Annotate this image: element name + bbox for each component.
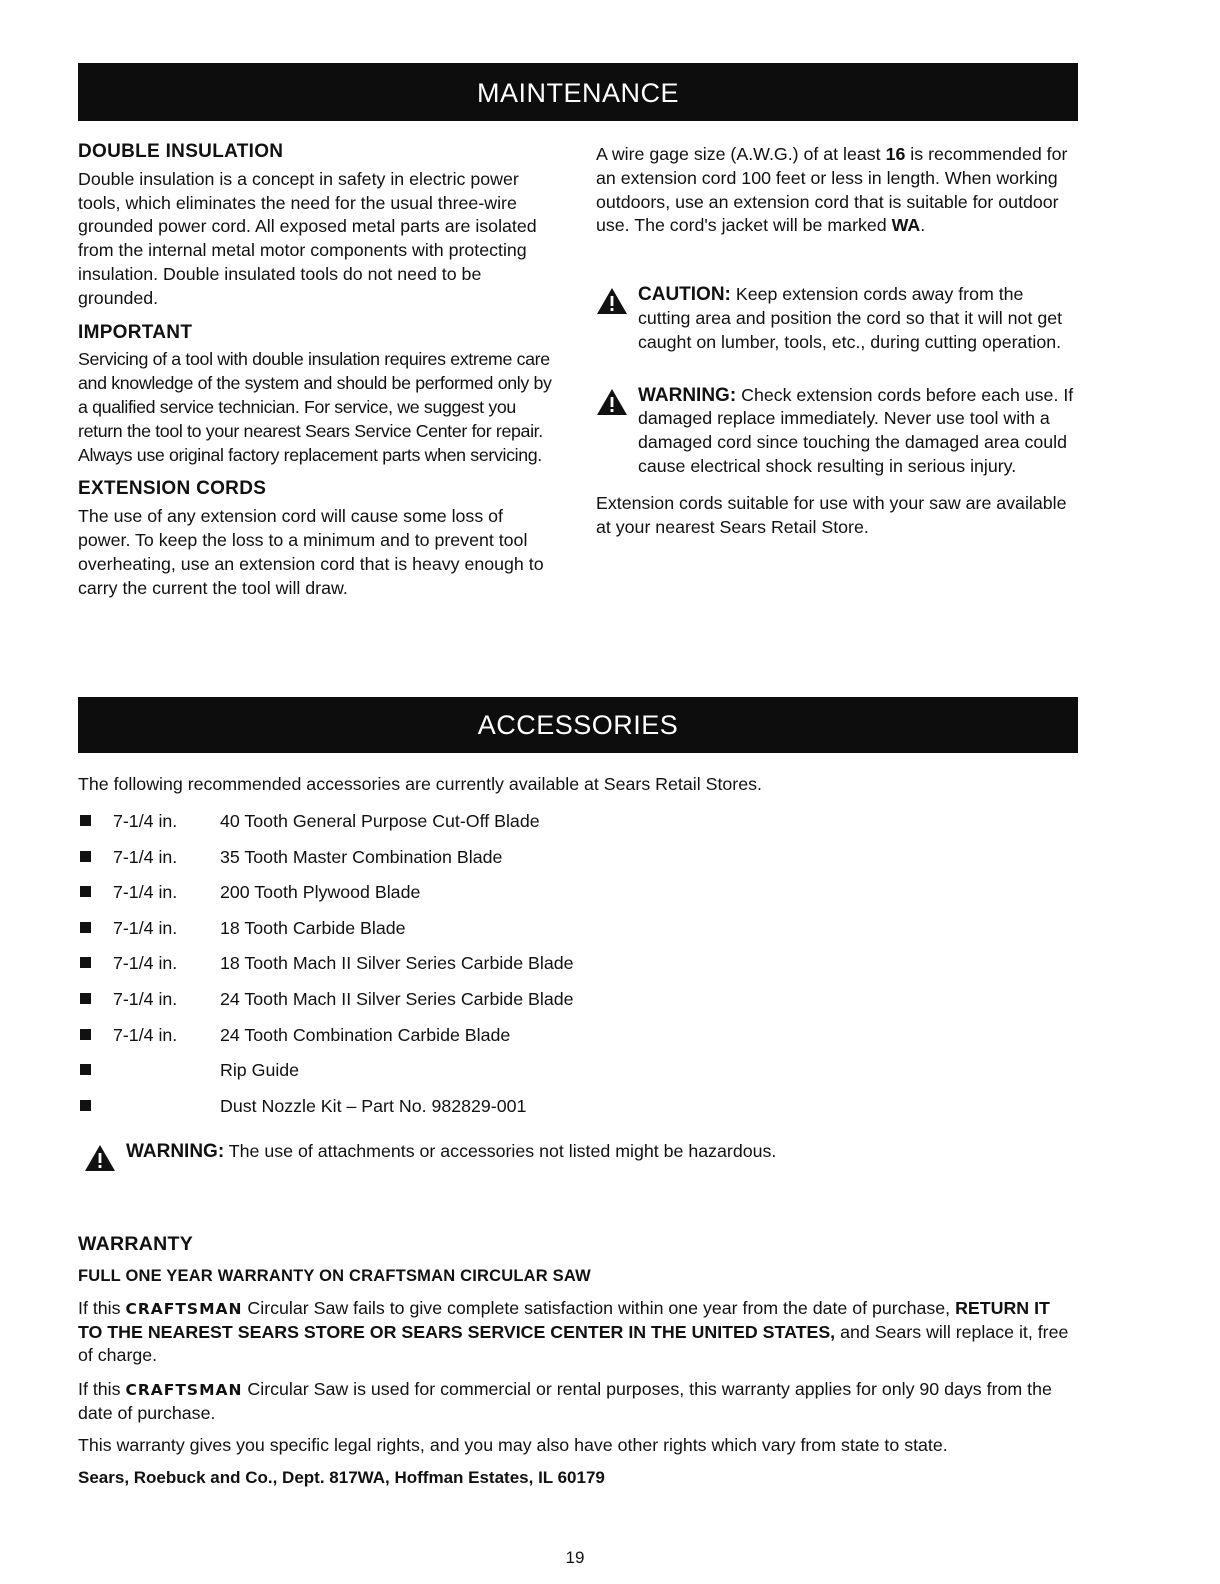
wire-gage-text: A wire gage size (A.W.G.) of at least 16 is recommended for an extension cord 100 feet or less in length. When working outdoors, use an extension cord that is suitable for outdoor use. The cord's jacket will be marked WA. [596,144,1068,236]
craftsman-logo: CRAFTSMAN [125,1381,243,1399]
bullet-square-icon [80,851,91,862]
bullet-square-icon [80,922,91,933]
important-text: Servicing of a tool with double insulation requires extreme care and knowledge of the system and should be performed only by a qualified service technician. For service, we suggest you return the tool to your nearest Sears Service Center for repair. Always use original factory replacement parts when servicing. [78,349,552,465]
craftsman-logo: CRAFTSMAN [125,1300,243,1318]
warning-text: Check extension cords before each use. If damaged replace immediately. Never use tool with a damaged cord since touching the damaged area could cause electrical shock resulting in serious injury. [638,384,1074,476]
wire-gage-number: 16 [885,144,906,164]
double-insulation-heading: DOUBLE INSULATION [78,141,284,162]
bullet-square-icon [80,957,91,968]
caution-label: CAUTION: [638,284,731,306]
warning-cord-block [596,384,1076,479]
accessories-intro: The following recommended accessories are currently available at Sears Retail Stores. [78,774,762,794]
extension-cords-heading: EXTENSION CORDS [78,478,267,500]
warranty-paragraph-3: This warranty gives you specific legal rights, and you may also have other rights which vary from state to state. [78,1435,948,1455]
accessories-warning-label: WARNING: [126,1141,225,1162]
bullet-square-icon [80,993,91,1004]
important-heading: IMPORTANT [78,321,193,343]
bullet-square-icon [80,1029,91,1040]
accessories-warning-text: The use of attachments or accessories not listed might be hazardous. [224,1141,777,1161]
maintenance-left-column [78,140,560,600]
extension-cords-text: The use of any extension cord will cause some loss of power. To keep the loss to a minimum and to prevent tool overheating, use an extension cord that is heavy enough to carry the current the tool will draw. [78,506,544,598]
page-number: 19 [565,1548,585,1567]
warranty-heading: WARRANTY [78,1233,194,1255]
maintenance-banner [78,63,1078,121]
bullet-square-icon [80,886,91,897]
warning-triangle-icon [596,388,628,416]
accessories-warning [84,1138,1086,1165]
maintenance-title: MAINTENANCE [476,78,679,108]
bullet-square-icon [80,1100,91,1111]
warning-triangle-icon [596,287,628,315]
accessories-banner [78,697,1078,753]
sears-address: Sears, Roebuck and Co., Dept. 817WA, Hoffman Estates, IL 60179 [78,1468,605,1487]
warranty-section [78,1233,1078,1489]
caution-block [596,283,1076,354]
warranty-paragraph-1: If this CRAFTSMAN Circular Saw fails to give complete satisfaction within one year from the date of purchase, RETURN IT TO THE NEAREST SEARS STORE OR SEARS SERVICE CENTER IN THE UNITED STATES, and Sears will replace it, free of charge. [78,1298,1069,1365]
accessories-title: ACCESSORIES [477,710,679,740]
warning-label: WARNING: [638,384,737,406]
warning-triangle-icon [84,1144,116,1172]
maintenance-right-column [596,143,1076,539]
bullet-square-icon [80,1064,91,1075]
warranty-subheading: FULL ONE YEAR WARRANTY ON CRAFTSMAN CIRCULAR SAW [78,1267,591,1285]
caution-text: Keep extension cords away from the cutting area and position the cord so that it will not get caught on lumber, tools, etc., during cutting operation. [638,284,1063,352]
wa-mark: WA [891,215,921,236]
bullet-square-icon [80,815,91,826]
warranty-paragraph-2: If this CRAFTSMAN Circular Saw is used for commercial or rental purposes, this warranty applies for only 90 days from the date of purchase. [78,1379,1052,1423]
double-insulation-text: Double insulation is a concept in safety in electric power tools, which eliminates the need for the usual three-wire grounded power cord. All exposed metal parts are isolated from the internal metal motor components with protecting insulation. Double insulated tools do not need to be grounded. [78,168,537,308]
availability-text: Extension cords suitable for use with your saw are available at your nearest Sears Retail Store. [596,492,1067,537]
